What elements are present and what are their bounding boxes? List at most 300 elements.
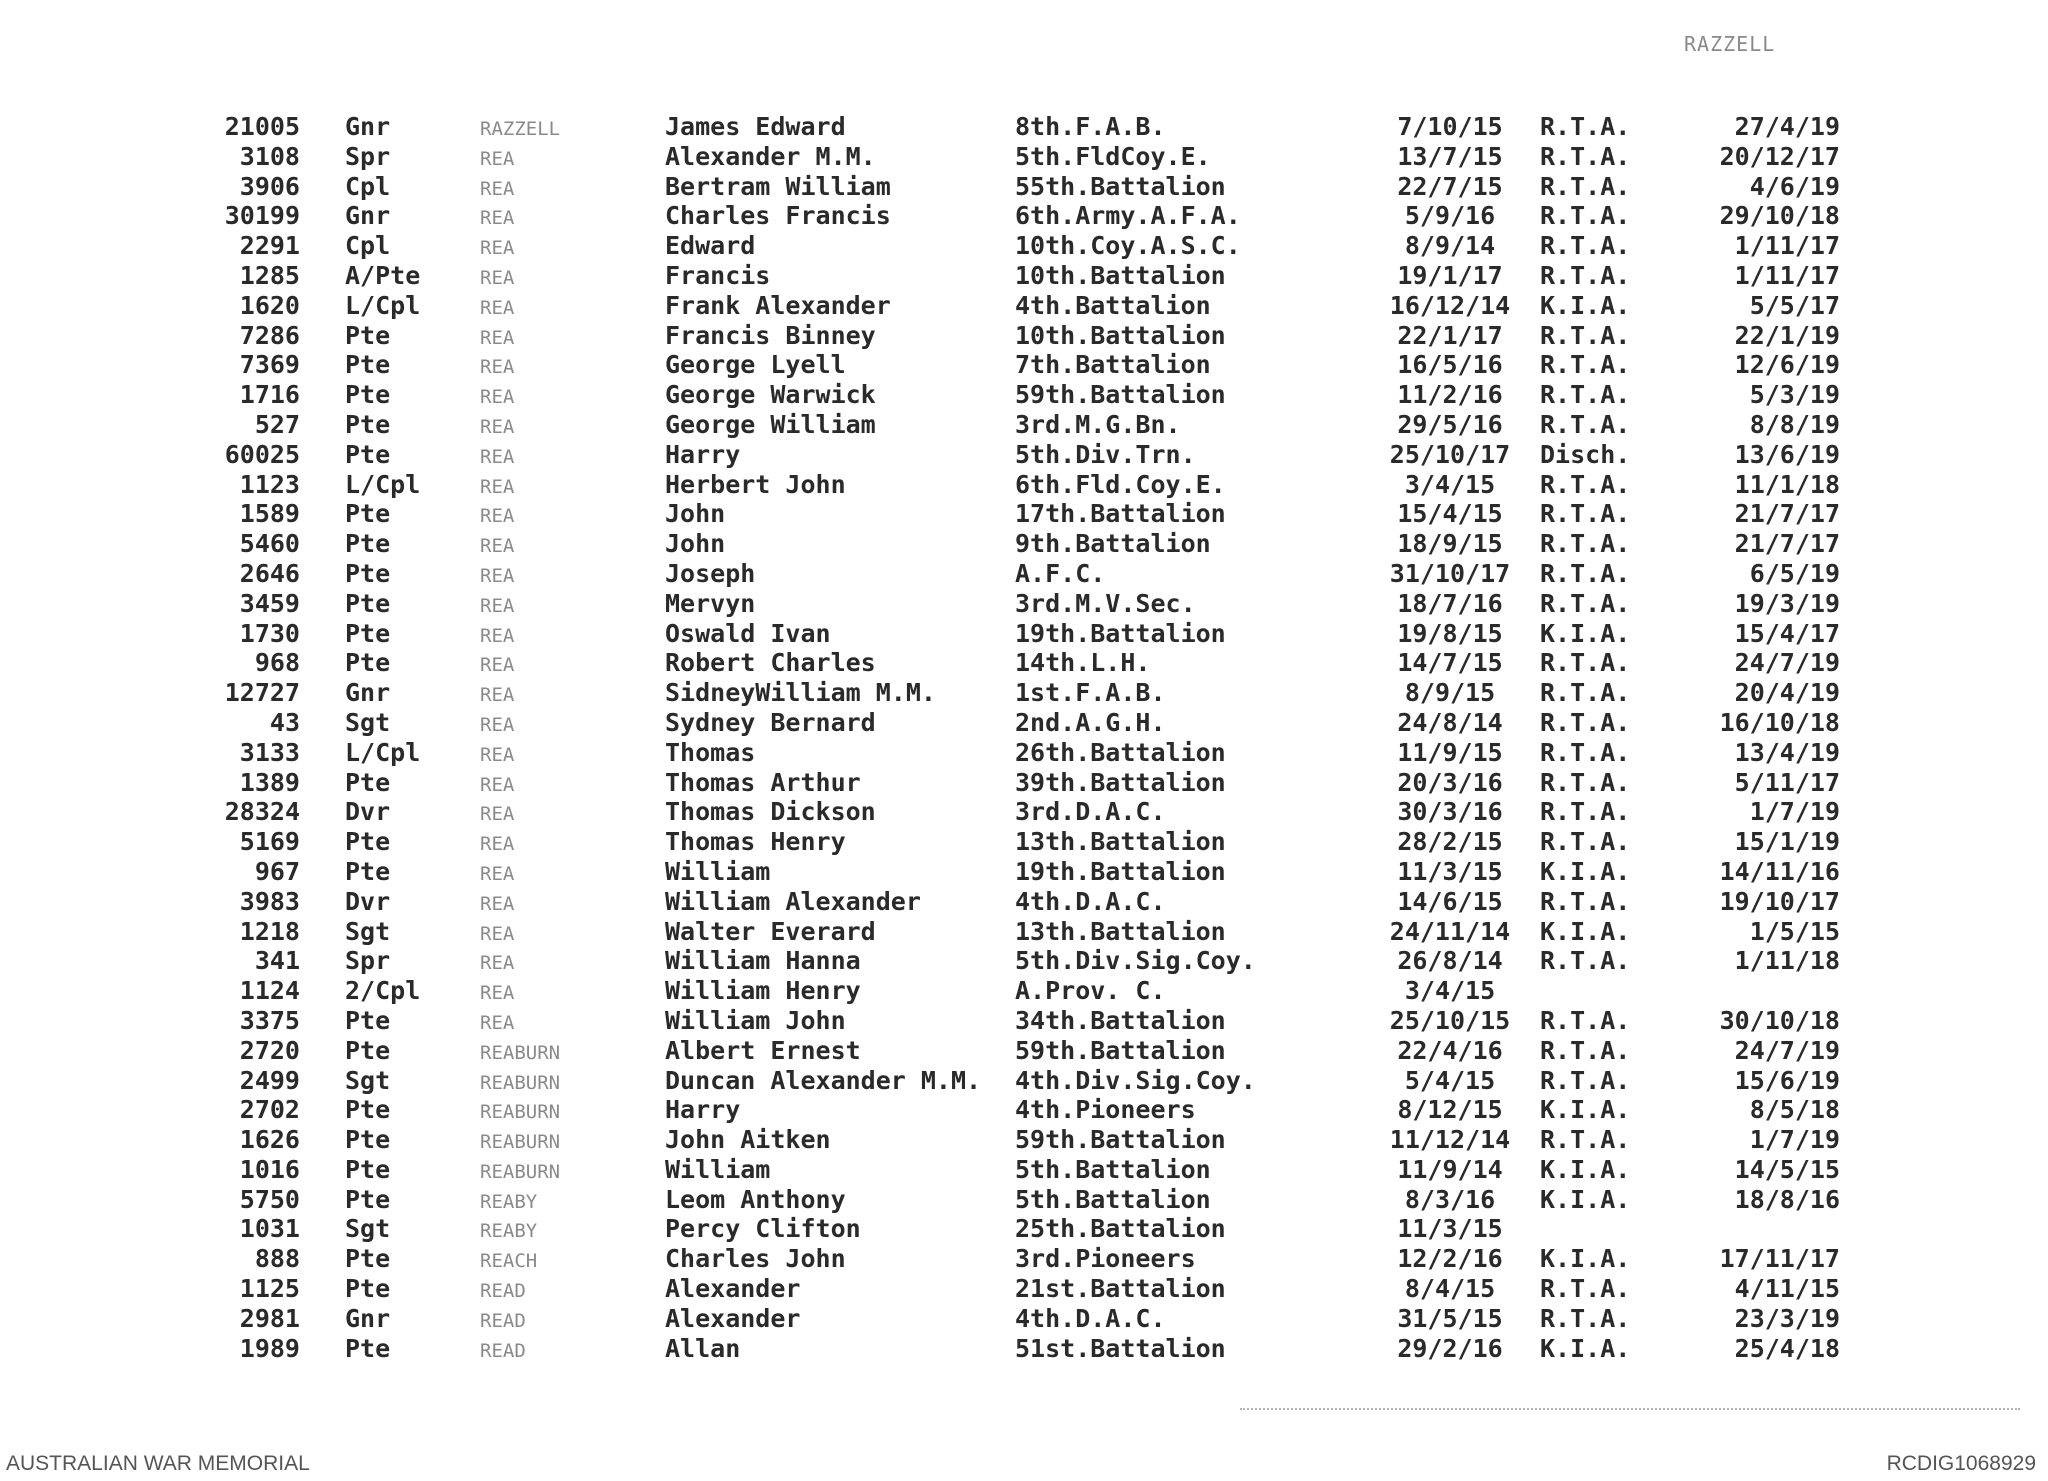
given-names-cell: Thomas xyxy=(665,737,756,767)
given-names-cell: Thomas Dickson xyxy=(665,797,876,827)
fate-cell: R.T.A. xyxy=(1540,1035,1631,1065)
page-header-mark: RAZZELL xyxy=(1684,32,1776,56)
fate-cell: R.T.A. xyxy=(1540,380,1631,410)
given-names-cell: James Edward xyxy=(665,112,846,141)
rank-cell: L/Cpl xyxy=(345,469,421,499)
table-row xyxy=(180,917,1880,947)
unit-cell: 26th.Battalion xyxy=(1015,737,1226,767)
nominal-roll-table xyxy=(180,112,1880,1363)
given-names-cell: Harry xyxy=(665,1095,741,1125)
given-names-cell: George William xyxy=(665,409,876,439)
given-names-cell: Joseph xyxy=(665,558,756,588)
table-row xyxy=(180,321,1880,351)
enlistment-date-cell: 15/4/15 xyxy=(1397,499,1503,529)
given-names-cell: Percy Clifton xyxy=(665,1214,861,1244)
service-number-cell: 888 xyxy=(254,1244,300,1274)
fate-cell: R.T.A. xyxy=(1540,201,1631,231)
table-row xyxy=(180,976,1880,1006)
fate-date-cell: 4/6/19 xyxy=(1749,171,1840,201)
surname-cell: REA xyxy=(480,594,515,617)
table-row xyxy=(180,1006,1880,1036)
given-names-cell: Edward xyxy=(665,231,756,261)
fate-cell: R.T.A. xyxy=(1540,1125,1631,1155)
table-row xyxy=(180,201,1880,231)
fate-date-cell: 21/7/17 xyxy=(1734,499,1840,529)
unit-cell: A.F.C. xyxy=(1015,558,1106,588)
table-row xyxy=(180,1095,1880,1125)
surname-cell: REA xyxy=(480,296,515,319)
surname-cell: REA xyxy=(480,386,515,409)
unit-cell: 7th.Battalion xyxy=(1015,350,1211,380)
table-row xyxy=(180,410,1880,440)
service-number-cell: 30199 xyxy=(224,201,300,231)
surname-cell: REABURN xyxy=(480,1131,561,1154)
service-number-cell: 2291 xyxy=(239,231,300,261)
given-names-cell: Alexander xyxy=(665,1274,801,1304)
unit-cell: 2nd.A.G.H. xyxy=(1015,707,1166,737)
table-row xyxy=(180,499,1880,529)
fate-date-cell: 24/7/19 xyxy=(1734,1035,1840,1065)
enlistment-date-cell: 28/2/15 xyxy=(1397,827,1503,857)
given-names-cell: William Henry xyxy=(665,976,861,1006)
fate-cell: R.T.A. xyxy=(1540,499,1631,529)
enlistment-date-cell: 11/9/14 xyxy=(1397,1154,1503,1184)
enlistment-date-cell: 19/1/17 xyxy=(1397,260,1503,290)
fate-cell: R.T.A. xyxy=(1540,707,1631,737)
enlistment-date-cell: 7/10/15 xyxy=(1397,112,1503,141)
rank-cell: Cpl xyxy=(345,231,391,261)
surname-cell: REA xyxy=(480,713,515,736)
given-names-cell: Bertram William xyxy=(665,171,891,201)
surname-cell: RAZZELL xyxy=(480,118,561,140)
service-number-cell: 5460 xyxy=(239,529,300,559)
enlistment-date-cell: 24/8/14 xyxy=(1397,707,1503,737)
table-row xyxy=(180,261,1880,291)
service-number-cell: 28324 xyxy=(224,797,300,827)
given-names-cell: William xyxy=(665,1154,771,1184)
fate-cell: R.T.A. xyxy=(1540,409,1631,439)
fate-cell: R.T.A. xyxy=(1540,1005,1631,1035)
surname-cell: REA xyxy=(480,326,515,349)
fate-cell: K.I.A. xyxy=(1540,1184,1631,1214)
fate-cell: K.I.A. xyxy=(1540,1244,1631,1274)
given-names-cell: Charles John xyxy=(665,1244,846,1274)
table-row xyxy=(180,350,1880,380)
surname-cell: REA xyxy=(480,684,515,707)
service-number-cell: 967 xyxy=(254,856,300,886)
enlistment-date-cell: 29/5/16 xyxy=(1397,409,1503,439)
table-row xyxy=(180,380,1880,410)
fate-cell: K.I.A. xyxy=(1540,1333,1631,1363)
enlistment-date-cell: 8/3/16 xyxy=(1404,1184,1496,1214)
fate-date-cell: 15/4/17 xyxy=(1734,618,1840,648)
fate-date-cell: 14/11/16 xyxy=(1719,856,1840,886)
rank-cell: Pte xyxy=(345,558,391,588)
rank-cell: Pte xyxy=(345,1005,391,1035)
given-names-cell: Albert Ernest xyxy=(665,1035,861,1065)
given-names-cell: Mervyn xyxy=(665,588,756,618)
fate-cell: R.T.A. xyxy=(1540,1274,1631,1304)
service-number-cell: 1016 xyxy=(239,1154,300,1184)
fate-cell: K.I.A. xyxy=(1540,290,1631,320)
surname-cell: READ xyxy=(480,1339,526,1362)
service-number-cell: 3983 xyxy=(239,886,300,916)
table-row xyxy=(180,1066,1880,1096)
table-row xyxy=(180,142,1880,172)
surname-cell: REA xyxy=(480,952,515,975)
enlistment-date-cell: 14/6/15 xyxy=(1397,886,1503,916)
unit-cell: 4th.D.A.C. xyxy=(1015,886,1166,916)
surname-cell: REA xyxy=(480,624,515,647)
given-names-cell: Francis Binney xyxy=(665,320,876,350)
fate-cell: R.T.A. xyxy=(1540,171,1631,201)
unit-cell: 39th.Battalion xyxy=(1015,767,1226,797)
unit-cell: 3rd.M.G.Bn. xyxy=(1015,409,1181,439)
rank-cell: Sgt xyxy=(345,1065,391,1095)
table-row xyxy=(180,648,1880,678)
enlistment-date-cell: 8/4/15 xyxy=(1404,1274,1496,1304)
table-row xyxy=(180,827,1880,857)
enlistment-date-cell: 14/7/15 xyxy=(1397,648,1503,678)
table-row xyxy=(180,1304,1880,1334)
enlistment-date-cell: 11/3/15 xyxy=(1397,1214,1503,1244)
given-names-cell: Francis xyxy=(665,260,771,290)
fate-date-cell: 29/10/18 xyxy=(1719,201,1840,231)
given-names-cell: John xyxy=(665,499,726,529)
rank-cell: Sgt xyxy=(345,707,391,737)
fate-cell: Disch. xyxy=(1540,439,1631,469)
unit-cell: 13th.Battalion xyxy=(1015,916,1226,946)
table-row xyxy=(180,1244,1880,1274)
fate-date-cell: 1/5/15 xyxy=(1749,916,1840,946)
given-names-cell: Sydney Bernard xyxy=(665,707,876,737)
fate-date-cell: 16/10/18 xyxy=(1719,707,1840,737)
enlistment-date-cell: 18/7/16 xyxy=(1397,588,1503,618)
table-row xyxy=(180,678,1880,708)
enlistment-date-cell: 22/1/17 xyxy=(1397,320,1503,350)
fate-date-cell: 1/11/17 xyxy=(1734,260,1840,290)
fate-date-cell: 19/10/17 xyxy=(1719,886,1840,916)
service-number-cell: 21005 xyxy=(224,112,300,141)
table-row xyxy=(180,619,1880,649)
fate-cell: R.T.A. xyxy=(1540,320,1631,350)
service-number-cell: 1125 xyxy=(239,1274,300,1304)
rank-cell: Spr xyxy=(345,946,391,976)
rank-cell: Pte xyxy=(345,380,391,410)
surname-cell: REA xyxy=(480,147,515,170)
given-names-cell: Harry xyxy=(665,439,741,469)
rank-cell: Gnr xyxy=(345,112,391,141)
surname-cell: REA xyxy=(480,237,515,260)
enlistment-date-cell: 13/7/15 xyxy=(1397,141,1503,171)
rank-cell: Gnr xyxy=(345,678,391,708)
unit-cell: 4th.Div.Sig.Coy. xyxy=(1015,1065,1256,1095)
fate-date-cell: 22/1/19 xyxy=(1734,320,1840,350)
fate-cell: K.I.A. xyxy=(1540,1095,1631,1125)
service-number-cell: 5169 xyxy=(239,827,300,857)
enlistment-date-cell: 8/12/15 xyxy=(1397,1095,1503,1125)
given-names-cell: Oswald Ivan xyxy=(665,618,831,648)
service-number-cell: 968 xyxy=(254,648,300,678)
surname-cell: REA xyxy=(480,356,515,379)
given-names-cell: Alexander xyxy=(665,1303,801,1333)
table-row xyxy=(180,529,1880,559)
fate-date-cell: 30/10/18 xyxy=(1719,1005,1840,1035)
service-number-cell: 3133 xyxy=(239,737,300,767)
unit-cell: 59th.Battalion xyxy=(1015,1125,1226,1155)
service-number-cell: 7286 xyxy=(239,320,300,350)
enlistment-date-cell: 22/7/15 xyxy=(1397,171,1503,201)
enlistment-date-cell: 16/5/16 xyxy=(1397,350,1503,380)
service-number-cell: 1626 xyxy=(239,1125,300,1155)
fate-cell: R.T.A. xyxy=(1540,260,1631,290)
service-number-cell: 3906 xyxy=(239,171,300,201)
rank-cell: Pte xyxy=(345,856,391,886)
unit-cell: 4th.Pioneers xyxy=(1015,1095,1196,1125)
service-number-cell: 1285 xyxy=(239,260,300,290)
fate-date-cell: 1/7/19 xyxy=(1749,797,1840,827)
service-number-cell: 2499 xyxy=(239,1065,300,1095)
fate-date-cell: 17/11/17 xyxy=(1719,1244,1840,1274)
service-number-cell: 43 xyxy=(269,707,300,737)
unit-cell: 13th.Battalion xyxy=(1015,827,1226,857)
surname-cell: REA xyxy=(480,505,515,528)
rank-cell: Pte xyxy=(345,499,391,529)
fate-date-cell: 21/7/17 xyxy=(1734,529,1840,559)
table-row xyxy=(180,1125,1880,1155)
table-row xyxy=(180,1274,1880,1304)
enlistment-date-cell: 24/11/14 xyxy=(1389,916,1511,946)
unit-cell: 5th.Div.Trn. xyxy=(1015,439,1196,469)
rank-cell: Pte xyxy=(345,350,391,380)
fate-date-cell: 8/5/18 xyxy=(1749,1095,1840,1125)
fate-date-cell: 23/3/19 xyxy=(1734,1303,1840,1333)
given-names-cell: John Aitken xyxy=(665,1125,831,1155)
enlistment-date-cell: 12/2/16 xyxy=(1397,1244,1503,1274)
fate-cell: K.I.A. xyxy=(1540,916,1631,946)
rank-cell: Dvr xyxy=(345,797,391,827)
enlistment-date-cell: 25/10/15 xyxy=(1389,1005,1511,1035)
table-row xyxy=(180,559,1880,589)
service-number-cell: 1218 xyxy=(239,916,300,946)
fate-date-cell: 15/1/19 xyxy=(1734,827,1840,857)
service-number-cell: 3108 xyxy=(239,141,300,171)
fate-date-cell: 5/5/17 xyxy=(1749,290,1840,320)
rank-cell: Pte xyxy=(345,439,391,469)
fate-date-cell: 27/4/19 xyxy=(1734,112,1840,141)
rank-cell: Pte xyxy=(345,1184,391,1214)
surname-cell: REA xyxy=(480,982,515,1005)
fate-date-cell: 25/4/18 xyxy=(1734,1333,1840,1363)
table-row xyxy=(180,1334,1880,1364)
fate-date-cell: 19/3/19 xyxy=(1734,588,1840,618)
fate-cell: R.T.A. xyxy=(1540,141,1631,171)
table-row xyxy=(180,768,1880,798)
enlistment-date-cell: 5/4/15 xyxy=(1404,1065,1496,1095)
unit-cell: 3rd.M.V.Sec. xyxy=(1015,588,1196,618)
unit-cell: 59th.Battalion xyxy=(1015,1035,1226,1065)
enlistment-date-cell: 31/5/15 xyxy=(1397,1303,1503,1333)
unit-cell: 5th.Battalion xyxy=(1015,1154,1211,1184)
fate-cell: R.T.A. xyxy=(1540,767,1631,797)
rank-cell: Pte xyxy=(345,827,391,857)
fate-cell: R.T.A. xyxy=(1540,112,1631,141)
enlistment-date-cell: 5/9/16 xyxy=(1404,201,1496,231)
surname-cell: REACH xyxy=(480,1250,538,1273)
service-number-cell: 3375 xyxy=(239,1005,300,1035)
surname-cell: REA xyxy=(480,654,515,677)
enlistment-date-cell: 22/4/16 xyxy=(1397,1035,1503,1065)
service-number-cell: 1389 xyxy=(239,767,300,797)
service-number-cell: 12727 xyxy=(224,678,300,708)
rank-cell: Pte xyxy=(345,767,391,797)
rank-cell: Pte xyxy=(345,409,391,439)
fate-cell: R.T.A. xyxy=(1540,558,1631,588)
fate-date-cell: 13/6/19 xyxy=(1734,439,1840,469)
given-names-cell: George Warwick xyxy=(665,380,876,410)
rank-cell: Pte xyxy=(345,588,391,618)
table-row xyxy=(180,1155,1880,1185)
surname-cell: READ xyxy=(480,1280,526,1303)
fate-cell: K.I.A. xyxy=(1540,618,1631,648)
unit-cell: 3rd.D.A.C. xyxy=(1015,797,1166,827)
fate-cell: R.T.A. xyxy=(1540,648,1631,678)
rank-cell: Pte xyxy=(345,1333,391,1363)
enlistment-date-cell: 19/8/15 xyxy=(1397,618,1503,648)
fate-cell: R.T.A. xyxy=(1540,1065,1631,1095)
unit-cell: 59th.Battalion xyxy=(1015,380,1226,410)
enlistment-date-cell: 30/3/16 xyxy=(1397,797,1503,827)
enlistment-date-cell: 18/9/15 xyxy=(1397,529,1503,559)
unit-cell: 5th.Div.Sig.Coy. xyxy=(1015,946,1256,976)
fate-date-cell: 5/11/17 xyxy=(1734,767,1840,797)
unit-cell: 19th.Battalion xyxy=(1015,618,1226,648)
rank-cell: Sgt xyxy=(345,916,391,946)
fate-date-cell: 14/5/15 xyxy=(1734,1154,1840,1184)
surname-cell: REA xyxy=(480,445,515,468)
unit-cell: 5th.Battalion xyxy=(1015,1184,1211,1214)
fate-date-cell: 12/6/19 xyxy=(1734,350,1840,380)
service-number-cell: 2702 xyxy=(239,1095,300,1125)
enlistment-date-cell: 8/9/14 xyxy=(1404,231,1496,261)
rank-cell: Pte xyxy=(345,529,391,559)
fate-date-cell: 24/7/19 xyxy=(1734,648,1840,678)
fate-cell: R.T.A. xyxy=(1540,678,1631,708)
rank-cell: L/Cpl xyxy=(345,737,421,767)
surname-cell: REA xyxy=(480,415,515,438)
surname-cell: REA xyxy=(480,564,515,587)
fate-cell: R.T.A. xyxy=(1540,350,1631,380)
service-number-cell: 1124 xyxy=(239,976,300,1006)
service-number-cell: 1989 xyxy=(239,1333,300,1363)
fate-cell: K.I.A. xyxy=(1540,856,1631,886)
service-number-cell: 1031 xyxy=(239,1214,300,1244)
surname-cell: REA xyxy=(480,177,515,200)
table-row xyxy=(180,291,1880,321)
enlistment-date-cell: 26/8/14 xyxy=(1397,946,1503,976)
unit-cell: 4th.D.A.C. xyxy=(1015,1303,1166,1333)
rank-cell: Pte xyxy=(345,1274,391,1304)
fate-date-cell: 1/11/17 xyxy=(1734,231,1840,261)
service-number-cell: 2646 xyxy=(239,558,300,588)
surname-cell: REABURN xyxy=(480,1041,561,1064)
fate-cell: R.T.A. xyxy=(1540,469,1631,499)
fate-cell: R.T.A. xyxy=(1540,737,1631,767)
service-number-cell: 1730 xyxy=(239,618,300,648)
given-names-cell: William Hanna xyxy=(665,946,861,976)
unit-cell: A.Prov. C. xyxy=(1015,976,1166,1006)
rank-cell: Pte xyxy=(345,1095,391,1125)
rank-cell: Pte xyxy=(345,1244,391,1274)
fate-cell: R.T.A. xyxy=(1540,827,1631,857)
enlistment-date-cell: 20/3/16 xyxy=(1397,767,1503,797)
given-names-cell: William Alexander xyxy=(665,886,921,916)
surname-cell: REABY xyxy=(480,1190,538,1213)
unit-cell: 21st.Battalion xyxy=(1015,1274,1226,1304)
given-names-cell: William xyxy=(665,856,771,886)
unit-cell: 10th.Coy.A.S.C. xyxy=(1015,231,1241,261)
unit-cell: 5th.FldCoy.E. xyxy=(1015,141,1211,171)
fate-cell: R.T.A. xyxy=(1540,529,1631,559)
table-row xyxy=(180,1036,1880,1066)
fate-cell: R.T.A. xyxy=(1540,946,1631,976)
fate-cell: R.T.A. xyxy=(1540,886,1631,916)
rank-cell: A/Pte xyxy=(345,260,421,290)
unit-cell: 1st.F.A.B. xyxy=(1015,678,1166,708)
table-row xyxy=(180,1214,1880,1244)
unit-cell: 3rd.Pioneers xyxy=(1015,1244,1196,1274)
unit-cell: 8th.F.A.B. xyxy=(1015,112,1166,141)
given-names-cell: Thomas Henry xyxy=(665,827,846,857)
table-row xyxy=(180,797,1880,827)
unit-cell: 6th.Fld.Coy.E. xyxy=(1015,469,1226,499)
unit-cell: 10th.Battalion xyxy=(1015,320,1226,350)
given-names-cell: Leom Anthony xyxy=(665,1184,846,1214)
table-row xyxy=(180,946,1880,976)
fate-date-cell: 18/8/16 xyxy=(1734,1184,1840,1214)
surname-cell: REABY xyxy=(480,1220,538,1243)
surname-cell: REA xyxy=(480,743,515,766)
unit-cell: 34th.Battalion xyxy=(1015,1005,1226,1035)
service-number-cell: 2720 xyxy=(239,1035,300,1065)
service-number-cell: 1123 xyxy=(239,469,300,499)
enlistment-date-cell: 16/12/14 xyxy=(1389,290,1511,320)
given-names-cell: William John xyxy=(665,1005,846,1035)
service-number-cell: 1589 xyxy=(239,499,300,529)
surname-cell: REABURN xyxy=(480,1071,561,1094)
given-names-cell: Herbert John xyxy=(665,469,846,499)
table-row xyxy=(180,738,1880,768)
unit-cell: 51st.Battalion xyxy=(1015,1333,1226,1363)
table-row xyxy=(180,708,1880,738)
fate-date-cell: 15/6/19 xyxy=(1734,1065,1840,1095)
table-row xyxy=(180,1185,1880,1215)
table-row xyxy=(180,470,1880,500)
surname-cell: REA xyxy=(480,773,515,796)
service-number-cell: 341 xyxy=(254,946,300,976)
rank-cell: Pte xyxy=(345,1154,391,1184)
fate-date-cell: 11/1/18 xyxy=(1734,469,1840,499)
table-row xyxy=(180,857,1880,887)
rank-cell: Sgt xyxy=(345,1214,391,1244)
surname-cell: REA xyxy=(480,892,515,915)
table-row xyxy=(180,887,1880,917)
service-number-cell: 2981 xyxy=(239,1303,300,1333)
table-row xyxy=(180,589,1880,619)
surname-cell: REA xyxy=(480,535,515,558)
fate-date-cell: 4/11/15 xyxy=(1734,1274,1840,1304)
table-row xyxy=(180,112,1880,142)
